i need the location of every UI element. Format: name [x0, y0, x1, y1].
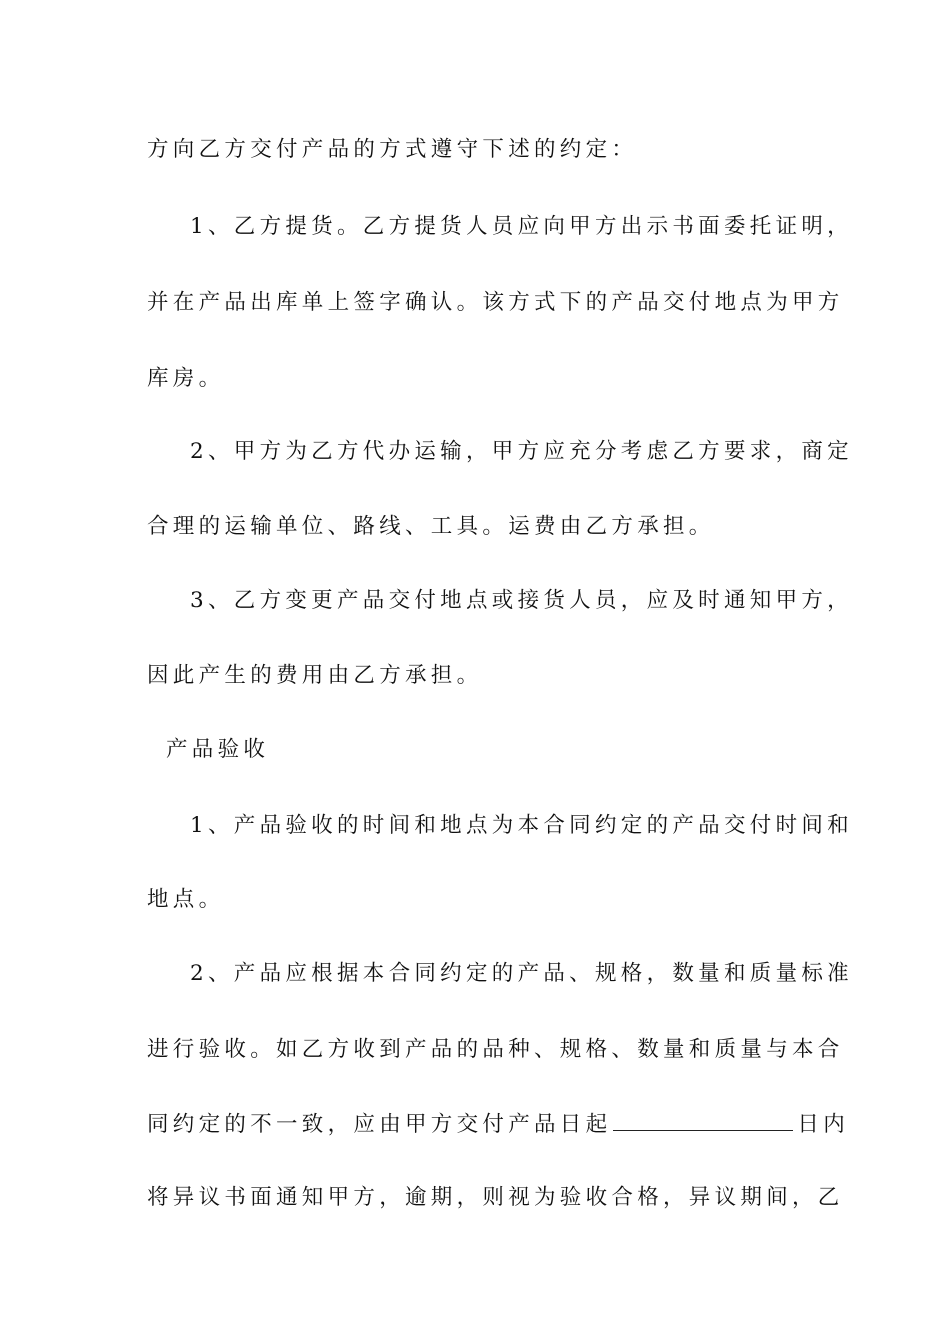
paragraph-line	[147, 1104, 850, 1144]
paragraph-line: 并在产品出库单上签字确认。该方式下的产品交付地点为甲方	[147, 290, 844, 315]
paragraph-line: 将异议书面通知甲方，逾期，则视为验收合格，异议期间，乙	[147, 1185, 844, 1210]
fill-in-blank[interactable]	[613, 1104, 793, 1131]
paragraph-line: 因此产生的费用由乙方承担。	[147, 663, 483, 688]
paragraph-text: 日内	[797, 1112, 850, 1137]
paragraph-line: 3、乙方变更产品交付地点或接货人员，应及时通知甲方，	[190, 588, 853, 613]
paragraph-line: 2、产品应根据本合同约定的产品、规格，数量和质量标准	[190, 961, 853, 986]
paragraph-text: 同约定的不一致，应由甲方交付产品日起	[147, 1112, 612, 1137]
paragraph-line: 地点。	[147, 887, 225, 912]
paragraph-line: 1、产品验收的时间和地点为本合同约定的产品交付时间和	[190, 813, 853, 838]
section-heading: 产品验收	[166, 737, 270, 762]
paragraph-line: 进行验收。如乙方收到产品的品种、规格、数量和质量与本合	[147, 1037, 844, 1062]
paragraph-line: 库房。	[147, 366, 225, 391]
paragraph-line: 1、乙方提货。乙方提货人员应向甲方出示书面委托证明，	[190, 214, 853, 239]
paragraph-line: 合理的运输单位、路线、工具。运费由乙方承担。	[147, 514, 715, 539]
paragraph-line: 方向乙方交付产品的方式遵守下述的约定：	[147, 137, 638, 162]
paragraph-line: 2、甲方为乙方代办运输，甲方应充分考虑乙方要求，商定	[190, 439, 853, 464]
